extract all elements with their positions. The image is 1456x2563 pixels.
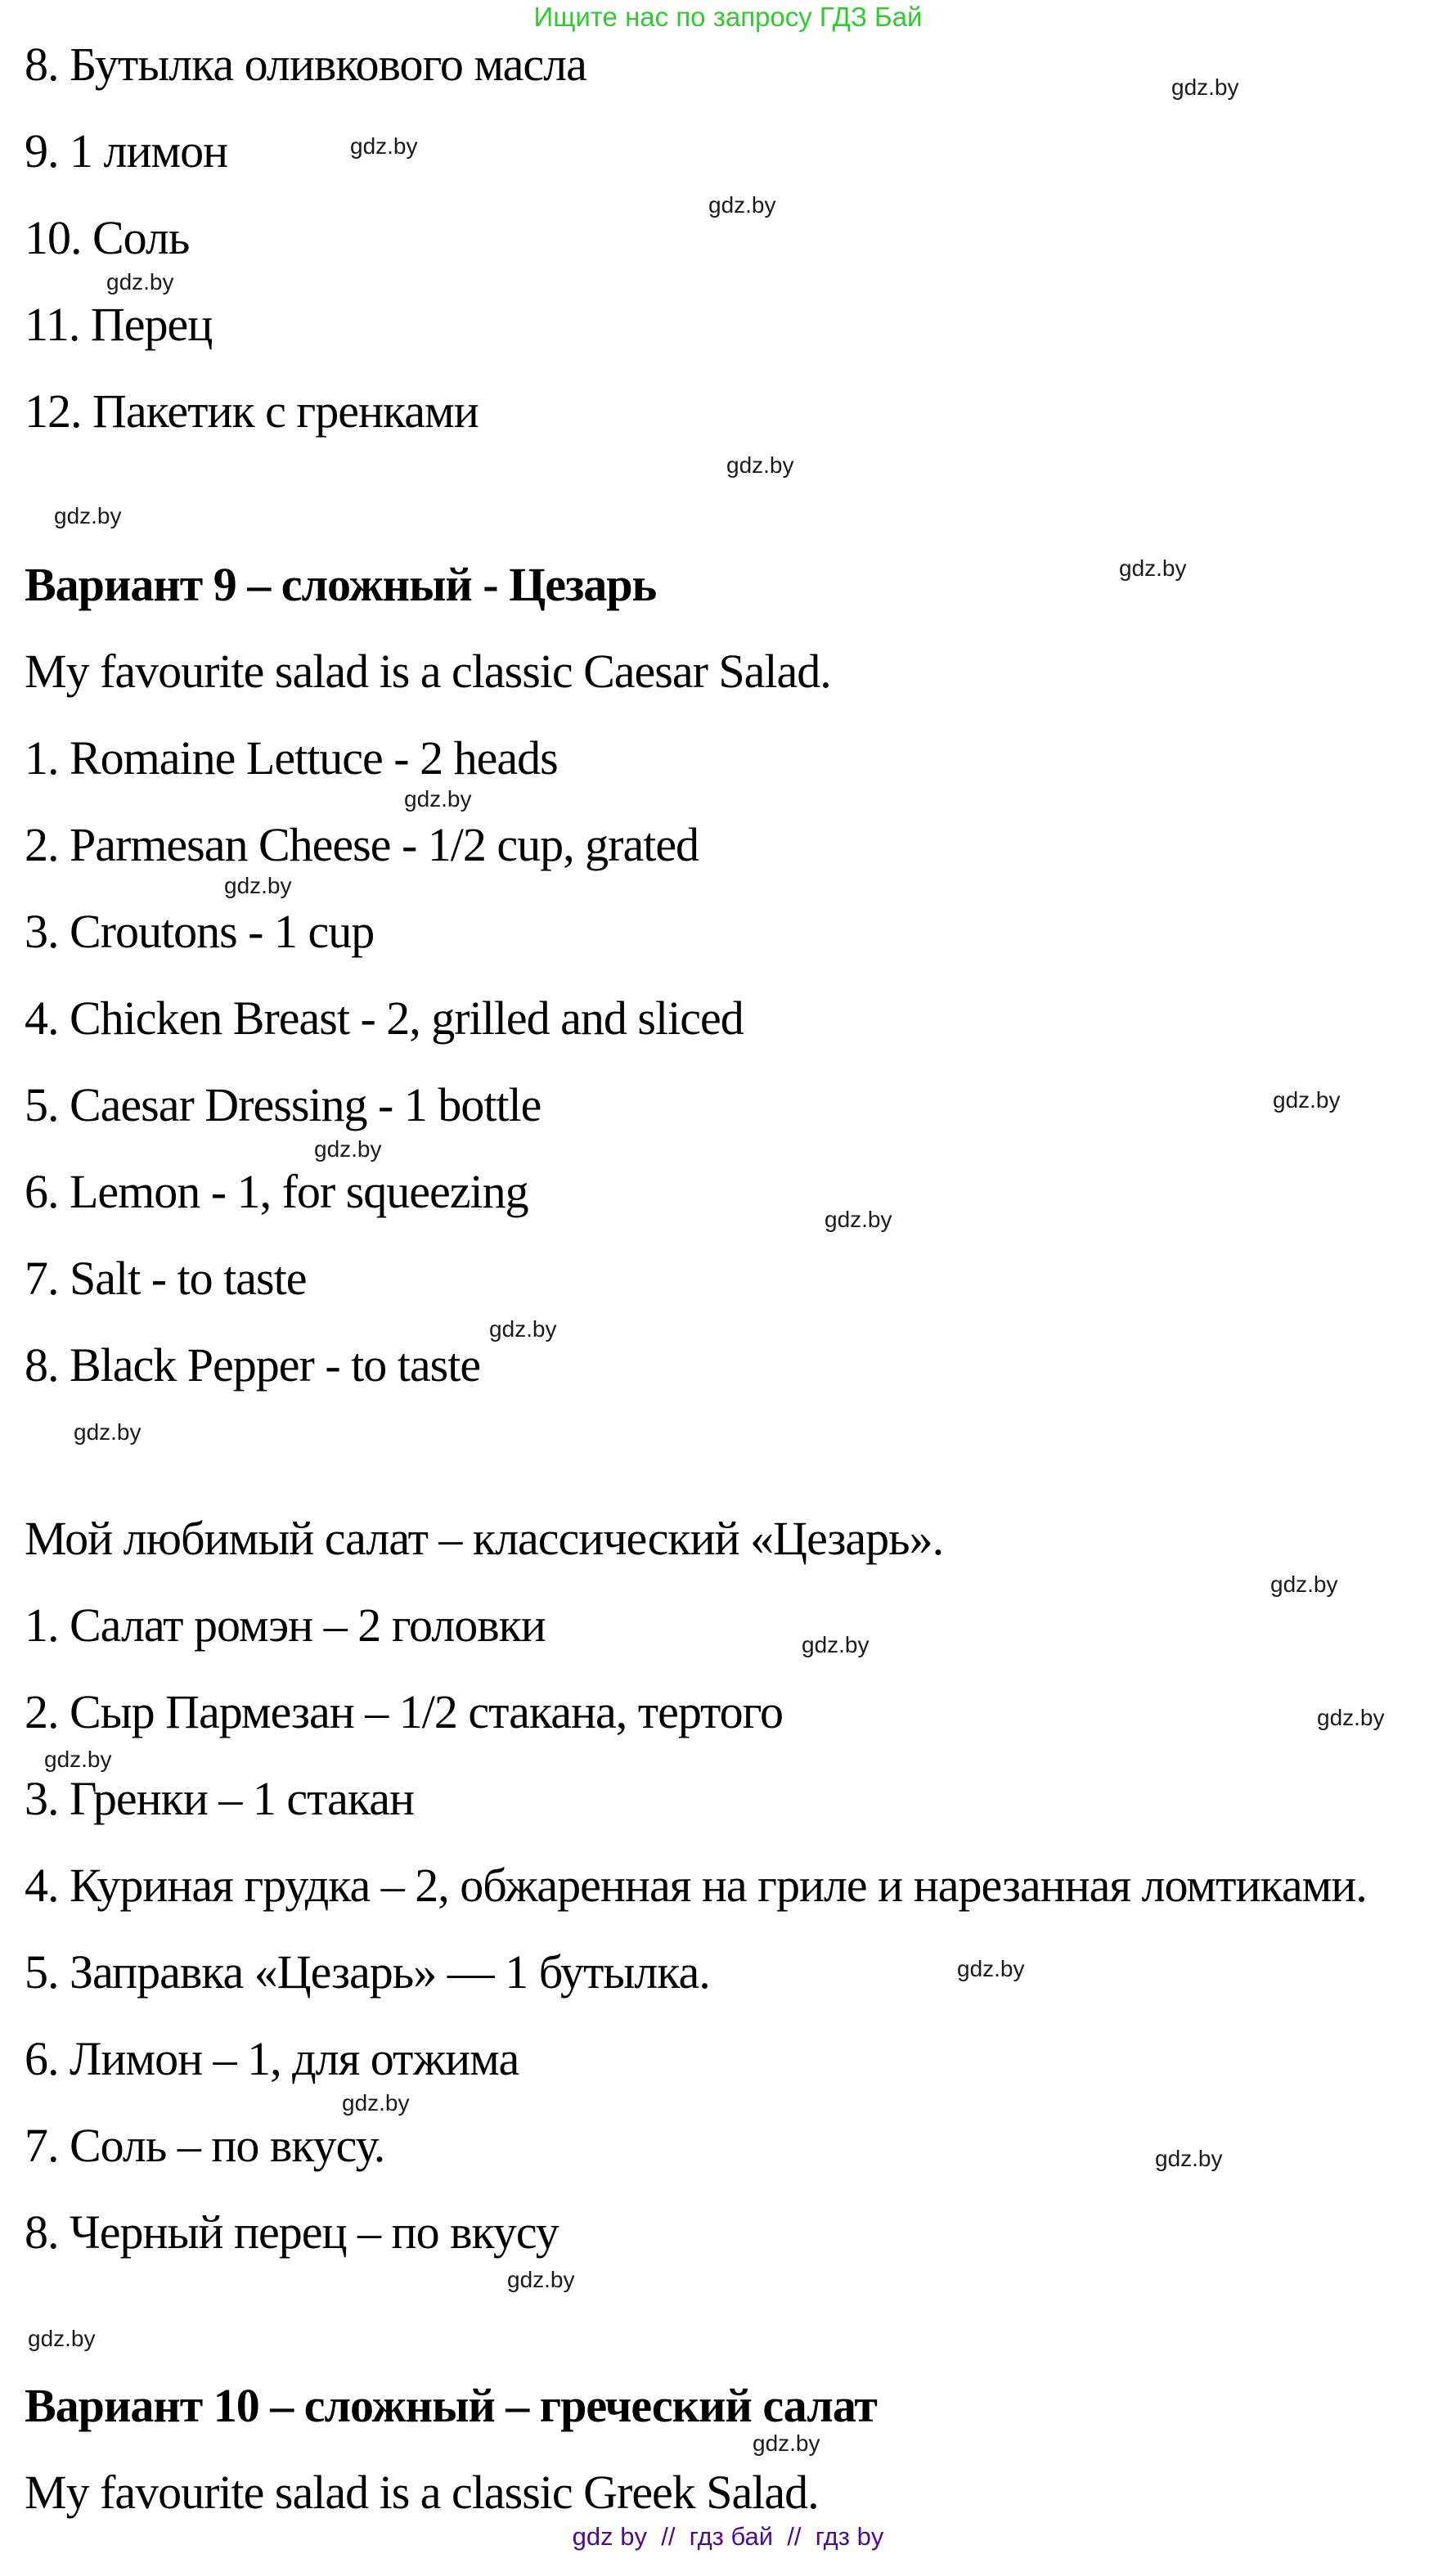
gdz-watermark: gdz.by (342, 2090, 410, 2116)
gdz-watermark: gdz.by (825, 1207, 892, 1232)
doc-line: 2. Сыр Пармезан – 1/2 стакана, тертого (25, 1685, 783, 1738)
gdz-watermark: gdz.by (1317, 1705, 1385, 1730)
gdz-watermark: gdz.by (957, 1956, 1025, 1981)
gdz-watermark: gdz.by (1270, 1572, 1338, 1597)
gdz-watermark: gdz.by (106, 269, 174, 295)
gdz-watermark: gdz.by (708, 192, 776, 218)
doc-line: 3. Гренки – 1 стакан (25, 1772, 415, 1825)
variant10-heading: Вариант 10 – сложный – греческий салат (25, 2379, 877, 2432)
gdz-watermark: gdz.by (404, 786, 472, 812)
doc-line: 8. Black Pepper - to taste (25, 1338, 481, 1392)
gdz-watermark: gdz.by (28, 2326, 96, 2351)
doc-line: 5. Caesar Dressing - 1 bottle (25, 1078, 542, 1131)
doc-line: 10. Соль (25, 211, 190, 264)
gdz-watermark: gdz.by (1273, 1087, 1341, 1113)
gdz-watermark: gdz.by (224, 873, 292, 898)
gdz-watermark: gdz.by (507, 2267, 575, 2292)
doc-line: 5. Заправка «Цезарь» — 1 бутылка. (25, 1945, 710, 1999)
variant9-intro-en: My favourite salad is a classic Caesar Salad. (25, 645, 831, 698)
variant9-intro-ru: Мой любимый салат – классический «Цезарь». (25, 1512, 944, 1565)
gdz-watermark: gdz.by (802, 1632, 870, 1657)
gdz-watermark: gdz.by (314, 1136, 382, 1162)
gdz-watermark: gdz.by (1171, 74, 1239, 100)
doc-line: 1. Romaine Lettuce - 2 heads (25, 731, 558, 785)
doc-line: 4. Куриная грудка – 2, обжаренная на гриле и нарезанная ломтиками. (25, 1859, 1367, 1912)
doc-line: 6. Лимон – 1, для отжима (25, 2032, 519, 2085)
doc-line: 7. Соль – по вкусу. (25, 2119, 385, 2172)
gdz-watermark: gdz.by (489, 1316, 557, 1342)
doc-line: 7. Salt - to taste (25, 1252, 307, 1305)
doc-line: 6. Lemon - 1, for squeezing (25, 1165, 528, 1218)
gdz-watermark: gdz.by (1119, 555, 1187, 581)
doc-line: 9. 1 лимон (25, 124, 228, 178)
doc-line: 2. Parmesan Cheese - 1/2 cup, grated (25, 818, 699, 871)
footer-promo-note: gdz by // гдз бай // гдз by (572, 2522, 884, 2551)
doc-line: 8. Черный перец – по вкусу (25, 2206, 559, 2259)
blank-line (25, 2276, 1456, 2363)
gdz-watermark: gdz.by (753, 2430, 820, 2456)
doc-line: 3. Croutons - 1 cup (25, 905, 375, 958)
variant9-heading: Вариант 9 – сложный - Цезарь (25, 558, 657, 611)
gdz-watermark: gdz.by (726, 452, 794, 478)
document-text (25, 21, 1456, 2536)
blank-line (25, 1409, 1456, 1495)
doc-line: 11. Перец (25, 298, 213, 351)
gdz-watermark: gdz.by (74, 1419, 142, 1445)
gdz-watermark: gdz.by (350, 133, 418, 159)
doc-line: 4. Chicken Breast - 2, grilled and sliced (25, 991, 744, 1045)
site-promo-note: Ищите нас по запросу ГДЗ Бай (533, 2, 923, 32)
gdz-watermark: gdz.by (1155, 2146, 1223, 2171)
gdz-watermark: gdz.by (54, 503, 122, 528)
gdz-watermark: gdz.by (44, 1747, 112, 1772)
doc-line: 12. Пакетик с гренками (25, 384, 479, 438)
doc-line: 8. Бутылка оливкового масла (25, 38, 586, 91)
variant10-intro-en: My favourite salad is a classic Greek Salad. (25, 2466, 819, 2519)
doc-line: 1. Салат ромэн – 2 головки (25, 1599, 546, 1652)
